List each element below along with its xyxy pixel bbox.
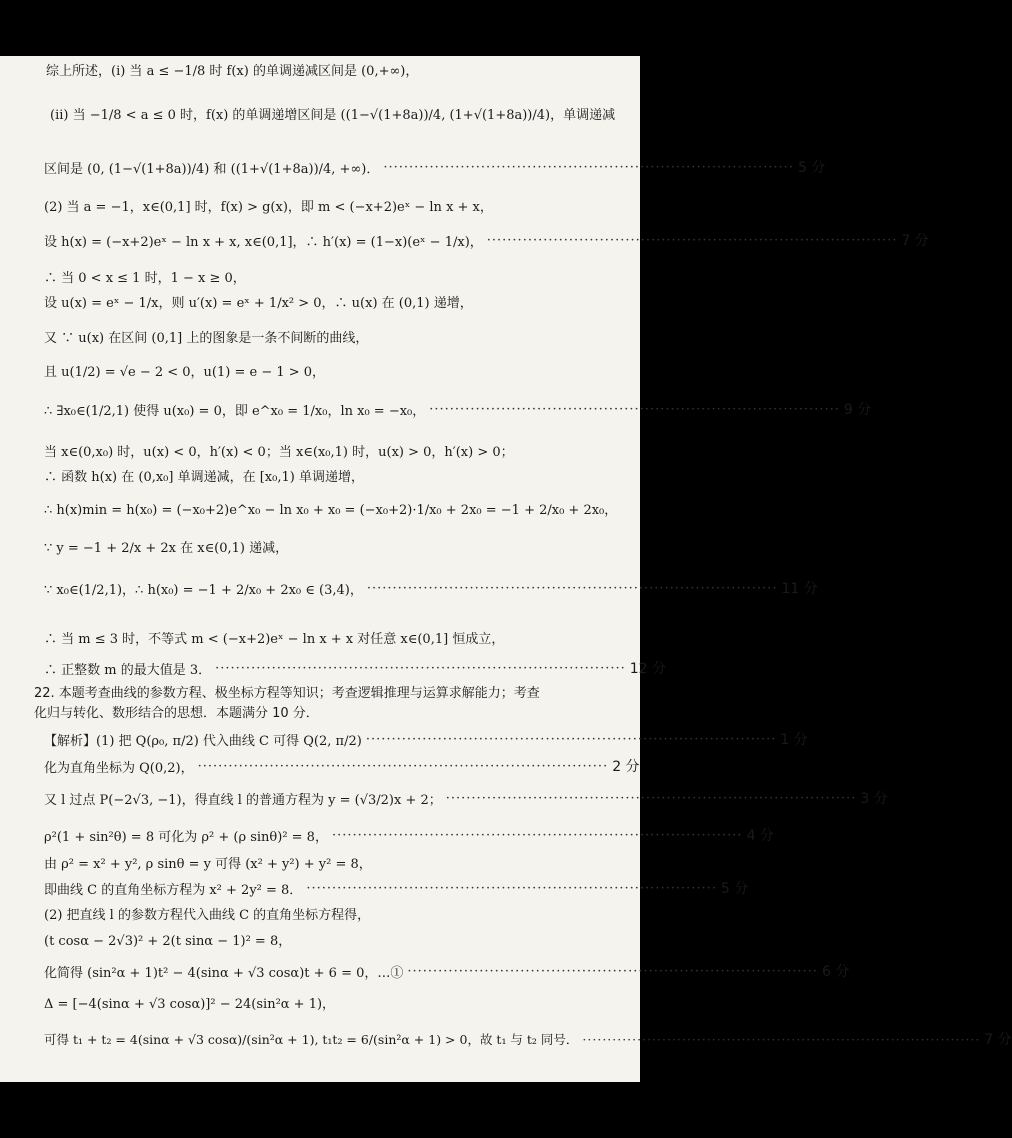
line-text: ∴ h(x)min = h(x₀) = (−x₀+2)e^x₀ − ln x₀ + x₀ = (−x₀+2)·1/x₀ + 2x₀ = −1 + 2/x₀ + 2x₀，	[44, 503, 618, 518]
line-text: 【解析】(1) 把 Q(ρ₀, π/2) 代入曲线 C 可得 Q(2, π/2)	[44, 733, 362, 749]
leader-dots: ················································································	[486, 232, 898, 248]
solution-line	[44, 756, 640, 776]
leader-dots: ················································································	[215, 660, 626, 676]
solution-line	[44, 441, 626, 460]
solution-line	[44, 578, 818, 598]
solution-line	[44, 961, 850, 981]
line-text: 可得 t₁ + t₂ = 4(sinα + √3 cosα)/(sin²α + 1), t₁t₂ = 6/(sin²α + 1) > 0，故 t₁ 与 t₂ 同号．	[44, 1032, 579, 1047]
line-text: 化简得 (sin²α + 1)t² − 4(sinα + √3 cosα)t + 6 = 0，…①	[44, 965, 404, 981]
leader-dots: ················································································	[306, 880, 717, 896]
line-text: 综上所述，(i) 当 a ≤ −1/8 时 f(x) 的单调递减区间是 (0,+∞)，	[46, 64, 419, 79]
score-label: 7 分	[984, 1032, 1012, 1048]
leader-dots: ················································································	[331, 827, 743, 843]
solution-line	[44, 499, 626, 518]
solution-line	[44, 993, 626, 1012]
line-text: 化归与转化、数形结合的思想．本题满分 10 分．	[34, 706, 319, 721]
solution-line	[44, 361, 626, 380]
line-text: 即曲线 C 的直角坐标方程为 x² + 2y² = 8．	[44, 882, 303, 898]
solution-line	[34, 682, 626, 701]
solution-line	[44, 1029, 1012, 1049]
answer-sheet-page	[0, 56, 1012, 1082]
score-label: 2 分	[612, 759, 640, 775]
solution-line	[44, 267, 626, 286]
solution-line	[44, 327, 626, 346]
line-text: 22. 本题考查曲线的参数方程、极坐标方程等知识；考查逻辑推理与运算求解能力；考查	[34, 686, 540, 701]
score-label: 9 分	[843, 402, 872, 418]
solution-line	[44, 878, 749, 898]
leader-dots: ················································································	[383, 159, 794, 175]
solution-line	[44, 853, 626, 872]
score-label: 1 分	[780, 732, 808, 748]
score-label: 5 分	[720, 881, 749, 897]
line-text: (t cosα − 2√3)² + 2(t sinα − 1)² = 8，	[44, 934, 292, 949]
line-text: 化为直角坐标为 Q(0,2)，	[44, 760, 194, 776]
score-label: 7 分	[901, 233, 929, 249]
leader-dots: ················································································	[366, 580, 778, 596]
line-text: 由 ρ² = x² + y², ρ sinθ = y 可得 (x² + y²) + y² = 8，	[44, 857, 372, 872]
solution-line	[44, 904, 626, 923]
score-label: 6 分	[821, 964, 850, 980]
score-label: 4 分	[746, 828, 774, 844]
score-label: 3 分	[860, 791, 888, 807]
solution-line	[44, 466, 626, 485]
leader-dots: ················································································	[429, 401, 840, 417]
solution-line	[50, 104, 626, 123]
line-text: (ii) 当 −1/8 < a ≤ 0 时，f(x) 的单调递增区间是 ((1−√(1+8a))/4, (1+√(1+8a))/4)，单调递减	[50, 108, 616, 123]
line-text: ∴ ∃x₀∈(1/2,1) 使得 u(x₀) = 0，即 e^x₀ = 1/x₀，ln x₀ = −x₀，	[44, 403, 426, 419]
line-text: 且 u(1/2) = √e − 2 < 0，u(1) = e − 1 > 0，	[44, 365, 326, 380]
solution-line	[44, 196, 626, 215]
line-text: ∴ 函数 h(x) 在 (0,x₀] 单调递减，在 [x₀,1) 单调递增，	[44, 470, 364, 485]
line-text: ∵ x₀∈(1/2,1)，∴ h(x₀) = −1 + 2/x₀ + 2x₀ ∈ (3,4)，	[44, 582, 363, 598]
solution-line	[44, 825, 774, 845]
line-text: 又 l 过点 P(−2√3, −1)，得直线 l 的普通方程为 y = (√3/2)x + 2；	[44, 792, 442, 808]
line-text: ∴ 当 0 < x ≤ 1 时，1 − x ≥ 0，	[44, 271, 246, 286]
leader-dots: ················································································	[445, 790, 857, 806]
line-text: 设 h(x) = (−x+2)eˣ − ln x + x, x∈(0,1]，∴ h′(x) = (1−x)(eˣ − 1/x)，	[44, 234, 483, 250]
leader-dots: ················································································	[197, 758, 609, 774]
line-text: 当 x∈(0,x₀) 时，u(x) < 0，h′(x) < 0；当 x∈(x₀,1) 时，u(x) > 0，h′(x) > 0；	[44, 445, 514, 460]
solution-line	[44, 157, 826, 177]
solution-line	[44, 292, 626, 311]
solution-line	[44, 399, 872, 419]
solution-line	[44, 788, 888, 808]
solution-line	[34, 702, 626, 721]
solution-line	[44, 537, 626, 556]
solution-line	[44, 729, 808, 749]
line-text: ∴ 当 m ≤ 3 时，不等式 m < (−x+2)eˣ − ln x + x 对任意 x∈(0,1] 恒成立，	[44, 632, 505, 647]
line-text: (2) 把直线 l 的参数方程代入曲线 C 的直角坐标方程得，	[44, 908, 371, 923]
line-text: ρ²(1 + sin²θ) = 8 可化为 ρ² + (ρ sinθ)² = 8，	[44, 829, 328, 845]
line-text: 又 ∵ u(x) 在区间 (0,1] 上的图象是一条不间断的曲线，	[44, 331, 369, 346]
line-text: Δ = [−4(sinα + √3 cosα)]² − 24(sin²α + 1)，	[44, 997, 336, 1012]
line-text: 设 u(x) = eˣ − 1/x，则 u′(x) = eˣ + 1/x² > 0，∴ u(x) 在 (0,1) 递增，	[44, 296, 473, 311]
solution-line	[44, 658, 666, 678]
line-text: 区间是 (0, (1−√(1+8a))/4) 和 ((1+√(1+8a))/4, +∞)．	[44, 161, 380, 177]
solution-line	[44, 230, 929, 250]
leader-dots: ················································································	[582, 1031, 981, 1047]
score-label: 12 分	[629, 661, 666, 677]
leader-dots: ················································································	[407, 963, 818, 979]
score-label: 11 分	[781, 581, 818, 597]
score-label: 5 分	[797, 160, 826, 176]
solution-line	[46, 60, 626, 79]
leader-dots: ················································································	[365, 731, 777, 747]
line-text: ∴ 正整数 m 的最大值是 3．	[44, 662, 212, 678]
line-text: (2) 当 a = −1，x∈(0,1] 时，f(x) > g(x)，即 m < (−x+2)eˣ − ln x + x，	[44, 200, 493, 215]
solution-line	[44, 628, 626, 647]
solution-line	[44, 930, 626, 949]
line-text: ∵ y = −1 + 2/x + 2x 在 x∈(0,1) 递减，	[44, 541, 289, 556]
